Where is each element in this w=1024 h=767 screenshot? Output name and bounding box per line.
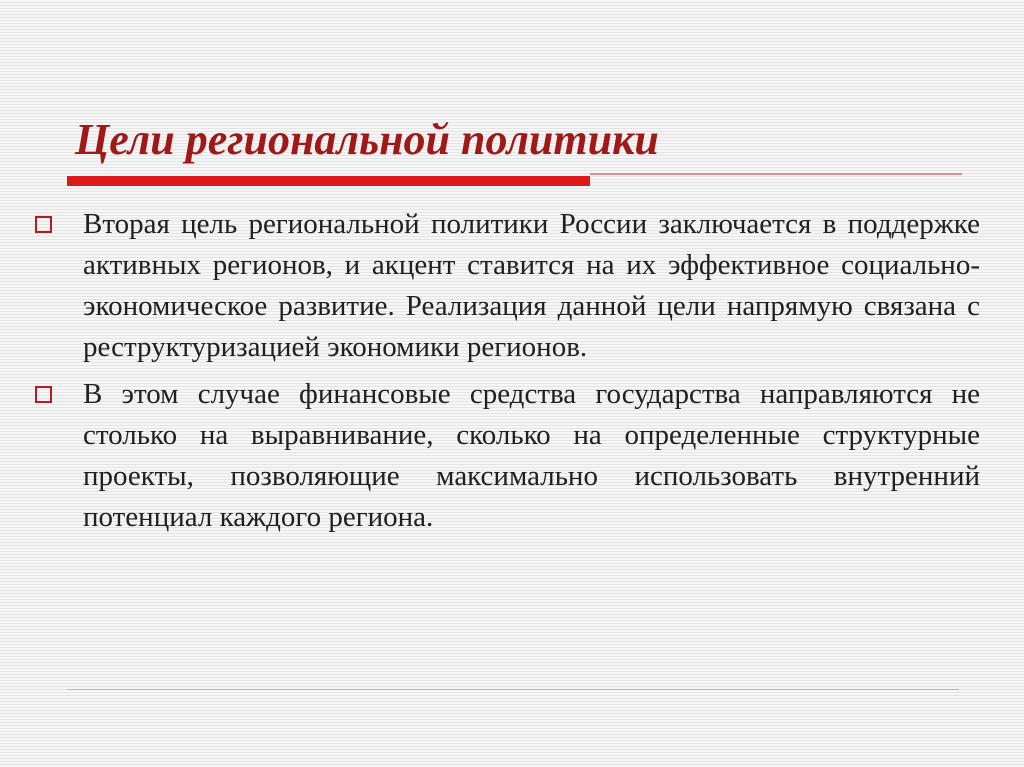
bullet-text-2: В этом случае финансовые средства государства направляются не столько на выравнивание, сколько на определенные структурные проекты, позволяющие максимально использовать внутренний потенциал каждого региона. — [83, 378, 980, 533]
hollow-square-icon — [35, 386, 52, 403]
bullet-item-1 — [34, 204, 980, 368]
title-underline-thin — [590, 173, 962, 175]
bullet-text-1: Вторая цель региональной политики России заключается в поддержке активных регионов, и акцент ставится на их эффективное социально-экономическое развитие. Реализация данной цели напрямую связана с реструктуризацией экономики регионов. — [83, 208, 980, 363]
bullet-list — [34, 204, 980, 544]
hollow-square-icon — [35, 216, 52, 233]
slide-title: Цели региональной политики — [75, 115, 659, 164]
bullet-item-2 — [34, 374, 980, 538]
title-underline-thick — [67, 176, 590, 186]
bottom-divider — [67, 689, 959, 690]
